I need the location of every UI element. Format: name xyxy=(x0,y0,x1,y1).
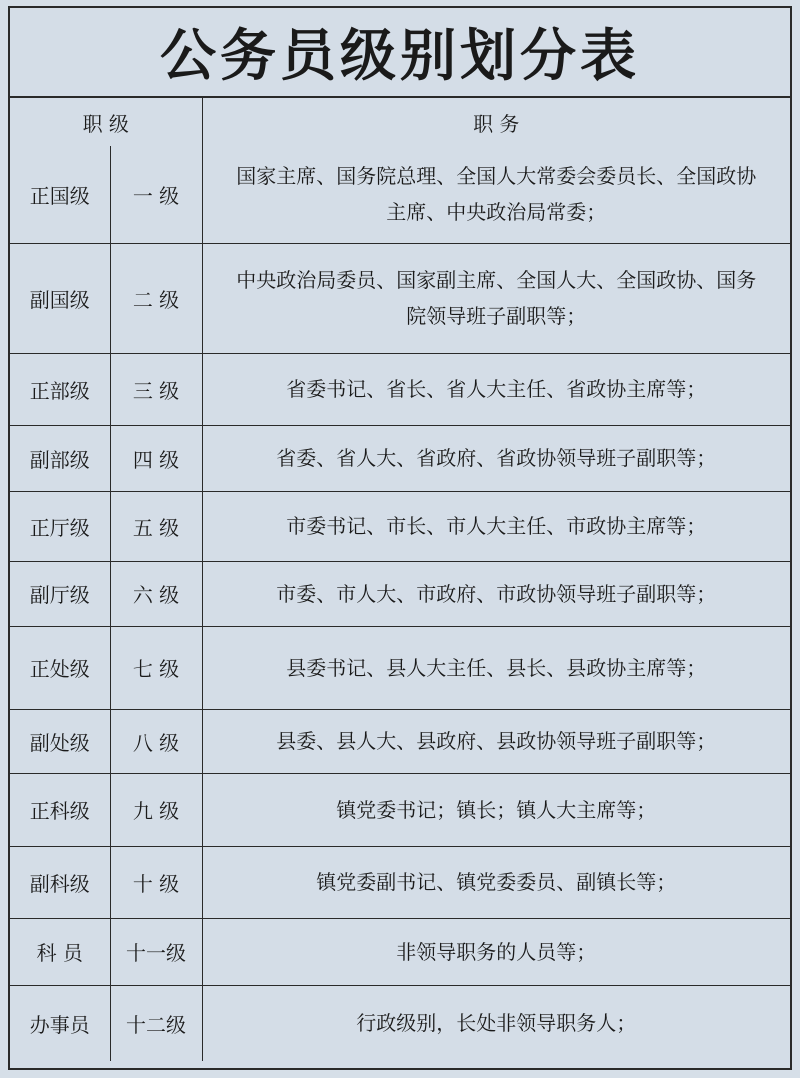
table-row xyxy=(10,709,790,773)
rank-cell: 副厅级 xyxy=(10,561,110,626)
duty-cell: 中央政治局委员、国家副主席、全国人大、全国政协、国务院领导班子副职等； xyxy=(202,243,790,353)
rank-cell: 正部级 xyxy=(10,353,110,425)
table-row xyxy=(10,353,790,425)
duty-cell: 市委、市人大、市政府、市政协领导班子副职等； xyxy=(202,561,790,626)
grade-cell: 二 级 xyxy=(110,243,202,353)
grade-cell: 十二级 xyxy=(110,985,202,1061)
table-row xyxy=(10,918,790,985)
table-row xyxy=(10,146,790,243)
rank-cell: 正国级 xyxy=(10,146,110,243)
header-duty: 职 务 xyxy=(202,98,790,146)
rank-cell: 正厅级 xyxy=(10,491,110,561)
grade-table xyxy=(10,98,790,1061)
table-row xyxy=(10,425,790,491)
table-row xyxy=(10,846,790,918)
table-row xyxy=(10,243,790,353)
rank-cell: 正科级 xyxy=(10,773,110,846)
duty-cell: 县委、县人大、县政府、县政协领导班子副职等； xyxy=(202,709,790,773)
grade-cell: 十一级 xyxy=(110,918,202,985)
duty-cell: 非领导职务的人员等； xyxy=(202,918,790,985)
grade-cell: 七 级 xyxy=(110,626,202,709)
duty-cell: 镇党委书记；镇长；镇人大主席等； xyxy=(202,773,790,846)
table-row xyxy=(10,985,790,1061)
duty-cell: 县委书记、县人大主任、县长、县政协主席等； xyxy=(202,626,790,709)
rank-cell: 副处级 xyxy=(10,709,110,773)
grade-cell: 九 级 xyxy=(110,773,202,846)
table-row xyxy=(10,491,790,561)
grade-cell: 一 级 xyxy=(110,146,202,243)
grade-cell: 六 级 xyxy=(110,561,202,626)
table-body xyxy=(10,146,790,1061)
grade-cell: 三 级 xyxy=(110,353,202,425)
rank-cell: 正处级 xyxy=(10,626,110,709)
duty-cell: 行政级别，长处非领导职务人； xyxy=(202,985,790,1061)
grade-cell: 五 级 xyxy=(110,491,202,561)
duty-cell: 镇党委副书记、镇党委委员、副镇长等； xyxy=(202,846,790,918)
duty-cell: 市委书记、市长、市人大主任、市政协主席等； xyxy=(202,491,790,561)
page-title: 公务员级别划分表 xyxy=(10,8,790,98)
grade-cell: 十 级 xyxy=(110,846,202,918)
table-row xyxy=(10,626,790,709)
grade-table-sheet xyxy=(8,6,792,1070)
rank-cell: 副国级 xyxy=(10,243,110,353)
table-row xyxy=(10,561,790,626)
grade-cell: 八 级 xyxy=(110,709,202,773)
rank-cell: 科 员 xyxy=(10,918,110,985)
duty-cell: 国家主席、国务院总理、全国人大常委会委员长、全国政协主席、中央政治局常委； xyxy=(202,146,790,243)
table-row xyxy=(10,773,790,846)
rank-cell: 副科级 xyxy=(10,846,110,918)
table-header-row xyxy=(10,98,790,146)
rank-cell: 副部级 xyxy=(10,425,110,491)
grade-cell: 四 级 xyxy=(110,425,202,491)
duty-cell: 省委书记、省长、省人大主任、省政协主席等； xyxy=(202,353,790,425)
rank-cell: 办事员 xyxy=(10,985,110,1061)
header-level: 职 级 xyxy=(10,98,202,146)
duty-cell: 省委、省人大、省政府、省政协领导班子副职等； xyxy=(202,425,790,491)
